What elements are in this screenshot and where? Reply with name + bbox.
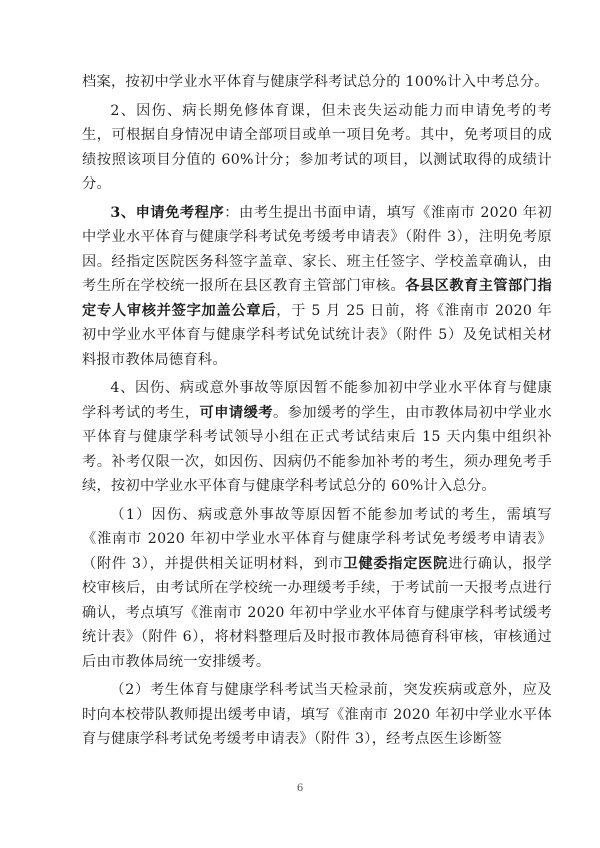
text-run: （2）考生体育与健康学科考试当天检录前，突发疾病或意外，应及时向本校带队教师提出缓考申请，填写《淮南市 2020 年初中学业水平体育与健康学科考试免考缓考申请表》（附件 3），经考点医生诊断签 — [82, 682, 552, 747]
bold-text-run: 3、申请免考程序 — [110, 204, 225, 221]
page-number: 6 — [296, 783, 304, 794]
paragraph-item-4 — [82, 376, 552, 499]
paragraph-sub-1 — [82, 503, 552, 675]
text-run: ，于 5 月 25 日前，将《淮南市 2020 年初中学业水平体育与健康学科考试免试统计表》（附件 5）及免试相关材料报市教体局德育科。 — [82, 302, 552, 368]
text-run: 2、因伤、病长期免修体育课，但未丧失运动能力而申请免考的考生，可根据自身情况申请全部项目或单一项目免考。其中，免考项目的成绩按照该项目分值的 60%计分；参加考试的项目，以测试取得的成绩计分。 — [82, 102, 552, 192]
paragraph-sub-2 — [82, 678, 552, 752]
text-run: 进行确认，报学校审核后，由考试所在学校统一办理缓考手续，于考试前一天报考点进行确认，考点填写《淮南市 2020 年初中学业水平体育与健康学科考试缓考统计表》（附件 6），将材料整理后及时报市教体局德育科审核，审核通过后由市教体局统一安排缓考。 — [82, 555, 553, 670]
document-body — [82, 70, 552, 752]
text-run: ：由考生提出书面申请，填写《淮南市 2020 年初中学业水平体育与健康学科考试免考缓考申请表》（附件 3），注明免考原因。经指定医院医务科签字盖章、家长、班主任签字、学校盖章确认，由考生所在学校统一报所在县区教育主管部门审核。 — [82, 204, 552, 294]
paragraph-item-2 — [82, 99, 552, 197]
text-run: 。参加缓考的学生，由市教体局初中学业水平体育与健康学科考试领导小组在正式考试结束后 15 天内集中组织补考。补考仅限一次，如因伤、因病仍不能参加补考的考生，须办理免考手续，按初中学业水平体育与健康学科考试总分的 60%计入总分。 — [82, 404, 552, 494]
text-run: 4、因伤、病或意外事故等原因暂不能参加初中学业水平体育与健康学科考试的考生， — [82, 380, 552, 421]
bold-text-run: 卫健委指定医院 — [343, 555, 448, 572]
text-run: 档案，按初中学业水平体育与健康学科考试总分的 100%计入中考总分。 — [82, 74, 549, 90]
bold-text-run: 各县区教育主管部门指定专人审核并签字加盖公章后 — [82, 278, 552, 319]
text-run: （1）因伤、病或意外事故等原因暂不能参加考试的考生，需填写《淮南市 2020 年初中学业水平体育与健康学科考试免考缓考申请表》（附件 3），并提供相关证明材料，到市 — [82, 506, 552, 572]
bold-text-run: 可申请缓考 — [199, 404, 274, 421]
paragraph-item-3 — [82, 201, 552, 373]
paragraph-continuation — [82, 70, 552, 95]
